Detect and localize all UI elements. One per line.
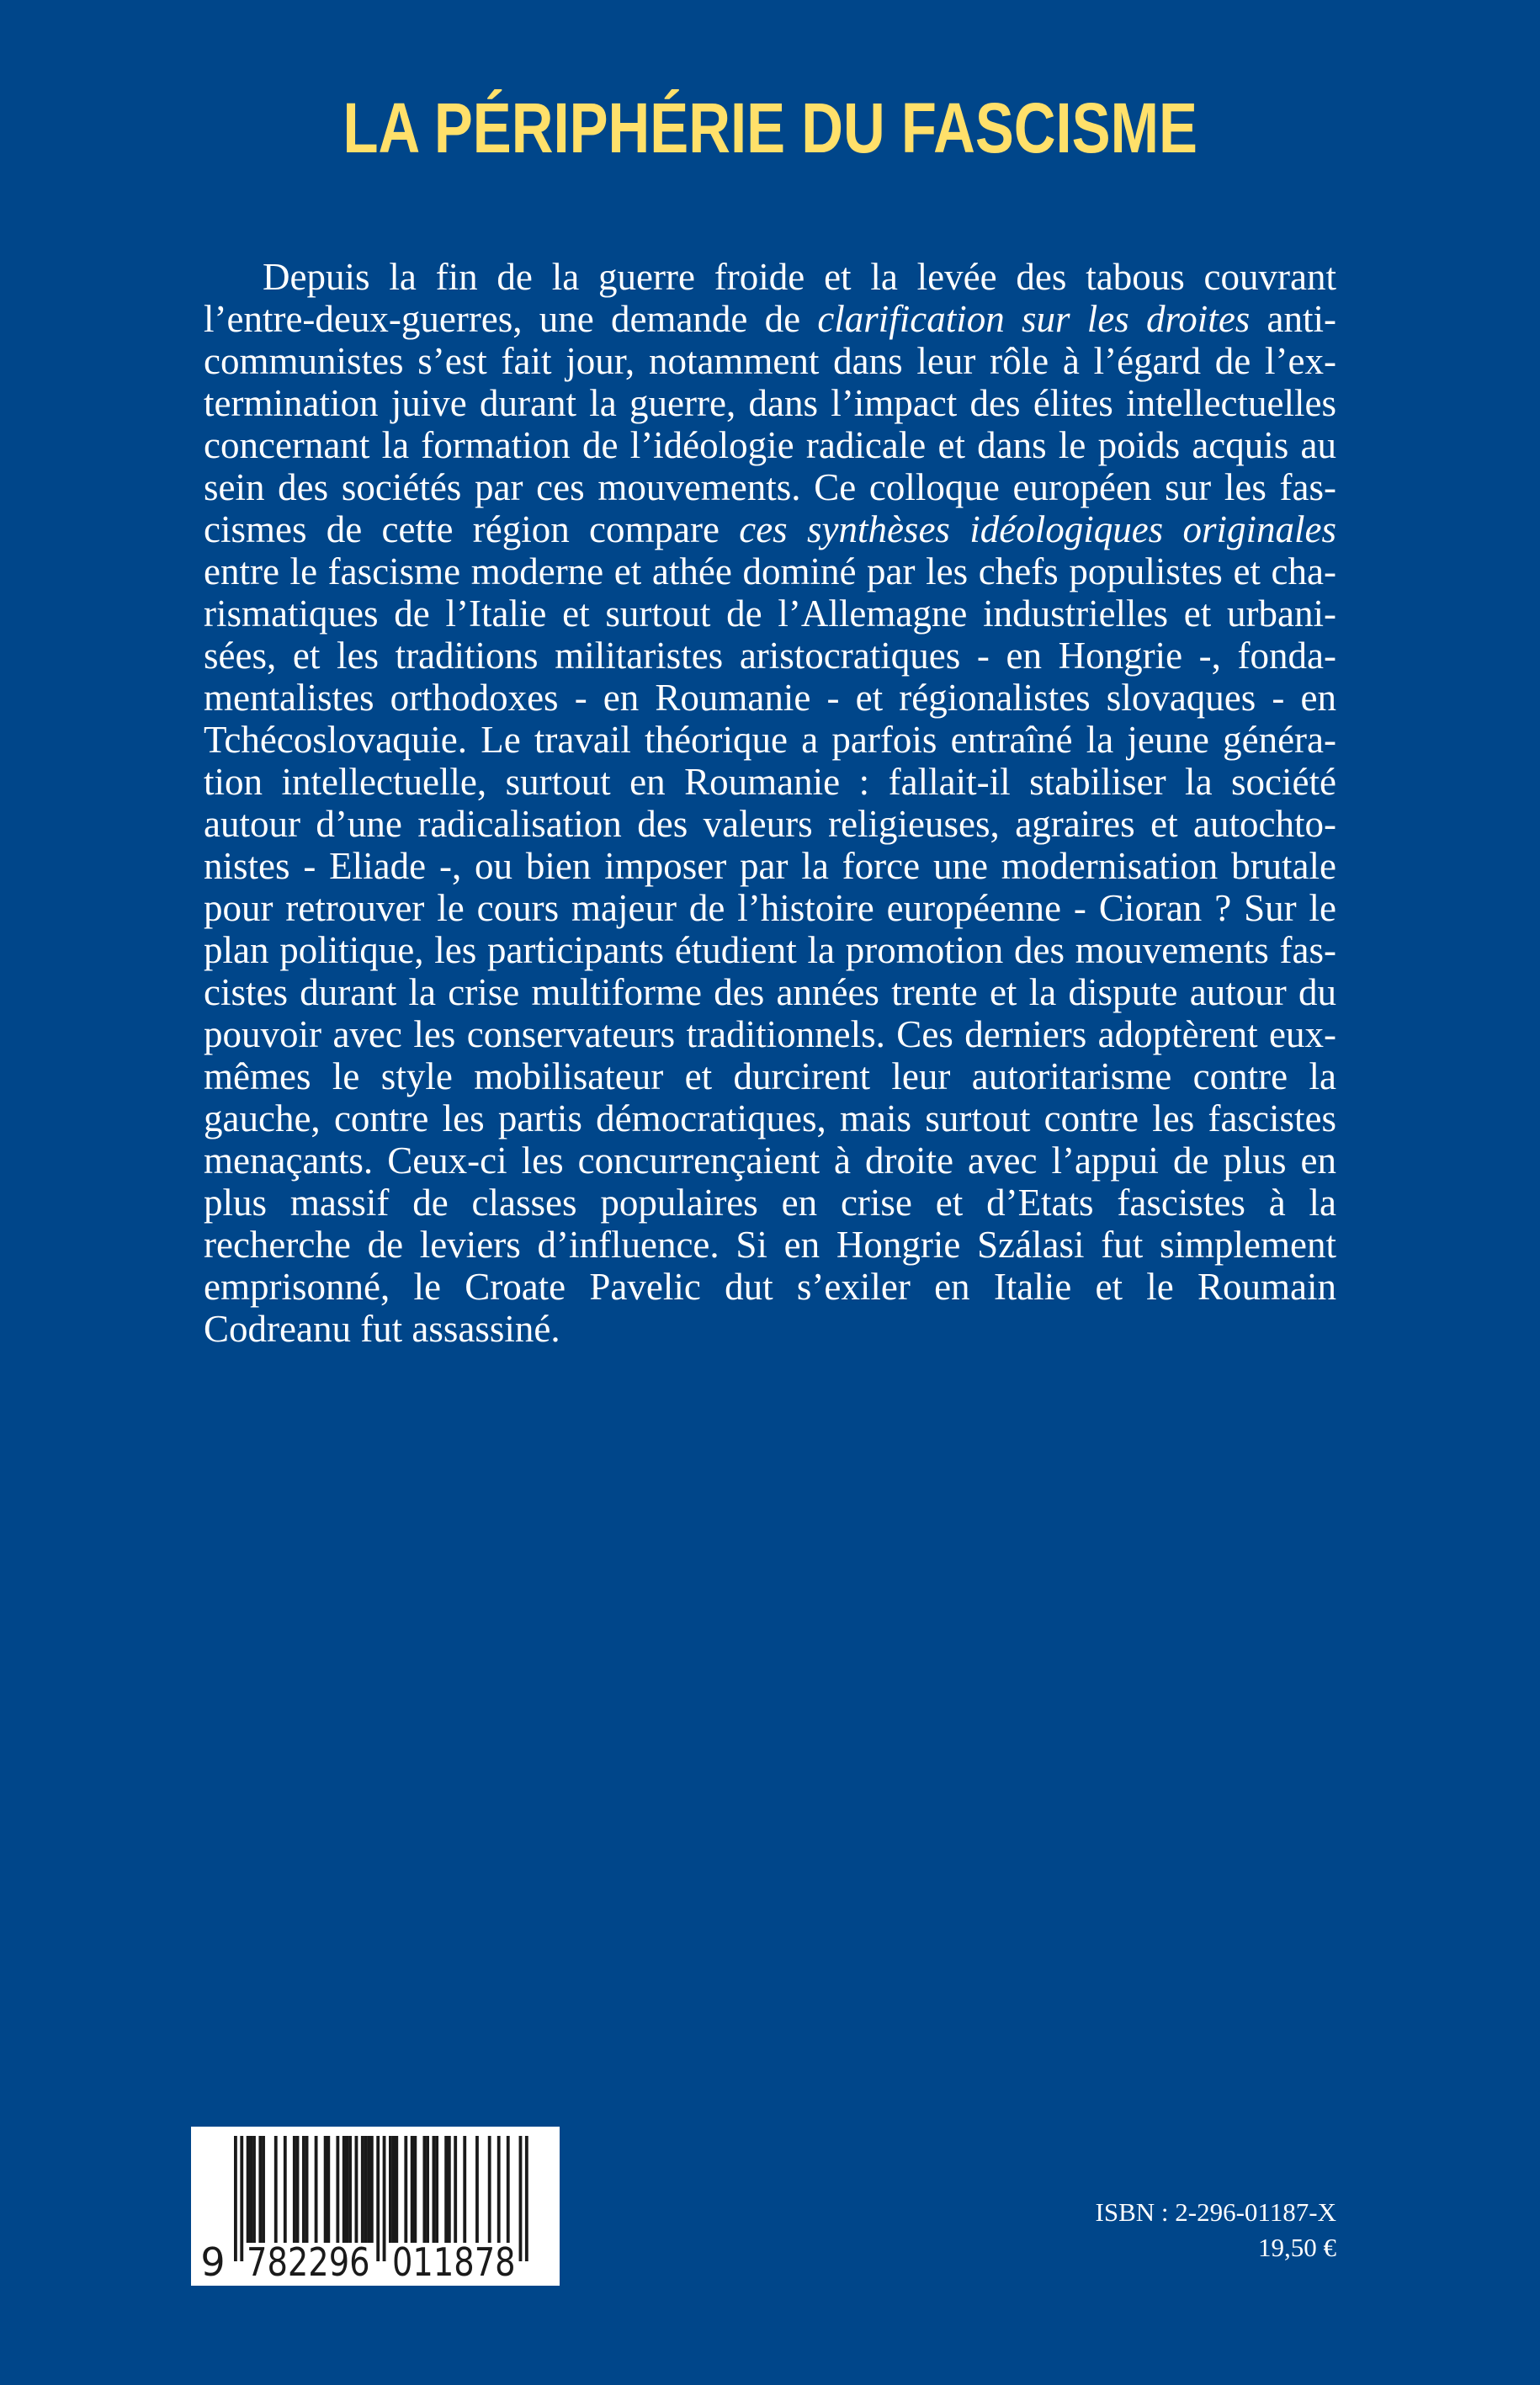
barcode-bar: [448, 2136, 451, 2243]
barcode-bar: [361, 2136, 364, 2243]
isbn-label: ISBN : 2-296-01187-X: [1095, 2197, 1336, 2227]
blurb-line: [204, 1097, 1336, 1139]
blurb-text: nistes - Eliade -, ou bien imposer par la force une modernisation brutale: [204, 845, 1336, 887]
barcode-bar: [234, 2136, 237, 2261]
blurb-line: [204, 340, 1336, 382]
blurb-text: emprisonné, le Croate Pavelic dut s’exiler en Italie et le Roumain: [204, 1266, 1336, 1308]
blurb-text: menaçants. Ceux-ci les concurrençaient à droite avec l’appui de plus en: [204, 1139, 1336, 1182]
barcode-digit-first: 9: [200, 2239, 226, 2285]
blurb-text: gauche, contre les partis démocratiques, mais surtout contre les fascistes: [204, 1097, 1336, 1139]
barcode-bar: [367, 2136, 370, 2243]
blurb-line: [204, 1055, 1336, 1097]
blurb-text: Depuis la fin de la guerre froide et la levée des tabous couvrant: [263, 256, 1336, 298]
barcode-bar: [497, 2136, 501, 2243]
book-title: [0, 88, 1540, 168]
blurb-line: [204, 550, 1336, 592]
barcode-bar: [274, 2136, 278, 2243]
barcode-bar: [376, 2136, 380, 2261]
blurb-text: cistes durant la crise multiforme des années trente et la dispute autour du: [204, 971, 1336, 1013]
blurb-line: [204, 929, 1336, 971]
blurb-italic-phrase: clarification sur les droites: [817, 298, 1251, 340]
barcode-bar: [435, 2136, 438, 2243]
blurb-text: anti-: [1250, 298, 1336, 340]
barcode-bar: [488, 2136, 491, 2243]
blurb-line: [204, 1139, 1336, 1182]
blurb-text: Codreanu fut assassiné.: [204, 1308, 560, 1350]
blurb-line: [204, 845, 1336, 887]
barcode-graphic: [191, 2127, 560, 2286]
blurb-line: [204, 971, 1336, 1013]
blurb-text: sées, et les traditions militaristes aristocratiques - en Hongrie -, fonda-: [204, 635, 1336, 677]
blurb-line: [204, 635, 1336, 677]
barcode-bar: [336, 2136, 339, 2243]
blurb-text: tion intellectuelle, surtout en Roumanie : fallait-il stabiliser la société: [204, 761, 1336, 803]
blurb-text: plus massif de classes populaires en crise et d’Etats fascistes à la: [204, 1182, 1336, 1224]
barcode-bar: [519, 2136, 523, 2261]
blurb-text: pour retrouver le cours majeur de l’histoire européenne - Cioran ? Sur le: [204, 887, 1336, 929]
barcode-bar: [364, 2136, 368, 2243]
blurb-text: concernant la formation de l’idéologie radicale et dans le poids acquis au: [204, 424, 1336, 466]
barcode-bar: [463, 2136, 466, 2243]
barcode-bar: [315, 2136, 318, 2243]
blurb-line: [204, 382, 1336, 424]
barcode-bar: [383, 2136, 386, 2261]
barcode-bar: [413, 2136, 417, 2243]
blurb-line: [204, 887, 1336, 929]
barcode-bar: [262, 2136, 265, 2243]
blurb-paragraph: [204, 256, 1336, 1350]
blurb-text: Tchécoslovaquie. Le travail théorique a parfois entraîné la jeune généra-: [204, 719, 1336, 761]
blurb-text: l’entre-deux-guerres, une demande de: [204, 298, 818, 340]
barcode-bar: [404, 2136, 407, 2243]
blurb-line: [204, 803, 1336, 845]
blurb-text: rismatiques de l’Italie et surtout de l’Allemagne industrielles et urbani-: [204, 592, 1336, 635]
blurb-line: [204, 761, 1336, 803]
blurb-text: sein des sociétés par ces mouvements. Ce colloque européen sur les fas-: [204, 466, 1336, 508]
blurb-line: [204, 719, 1336, 761]
barcode-bar: [240, 2136, 243, 2261]
barcode-bar: [258, 2136, 262, 2243]
blurb-text: communistes s’est fait jour, notamment dans leur rôle à l’égard de l’ex-: [204, 340, 1336, 382]
barcode-bar: [293, 2136, 296, 2243]
barcode-bar: [525, 2136, 528, 2261]
barcode-bar: [355, 2136, 358, 2243]
barcode-bar: [343, 2136, 346, 2243]
blurb-line: [204, 466, 1336, 508]
barcode-bar: [389, 2136, 392, 2243]
barcode-bar: [411, 2136, 414, 2243]
barcode-bar: [426, 2136, 429, 2243]
barcode-bar: [249, 2136, 252, 2243]
blurb-text: termination juive durant la guerre, dans l’impact des élites intellectuelles: [204, 382, 1336, 424]
blurb-line: [204, 677, 1336, 719]
barcode-bar: [252, 2136, 256, 2243]
barcode-bar: [433, 2136, 436, 2243]
blurb-text: plan politique, les participants étudient la promotion des mouvements fas-: [204, 929, 1336, 971]
price-label: 19,50 €: [1258, 2233, 1336, 2262]
barcode-bar: [324, 2136, 327, 2243]
blurb-text: mêmes le style mobilisateur et durcirent leur autoritarisme contre la: [204, 1055, 1336, 1097]
blurb-line: [204, 1013, 1336, 1055]
barcode-bar: [305, 2136, 309, 2243]
barcode-bar: [370, 2136, 374, 2243]
barcode-bar: [392, 2136, 396, 2243]
barcode-bar: [345, 2136, 348, 2243]
barcode-digits-left: 782296: [247, 2239, 370, 2285]
barcode-bar: [284, 2136, 287, 2243]
barcode-bar: [422, 2136, 426, 2243]
blurb-text: cismes de cette région compare: [204, 508, 740, 550]
blurb-line: [204, 1308, 1336, 1350]
blurb-line: [204, 256, 1336, 298]
blurb-text: recherche de leviers d’influence. Si en Hongrie Szálasi fut simplement: [204, 1224, 1336, 1266]
blurb-italic-phrase: ces synthèses idéologiques originales: [739, 508, 1336, 550]
barcode-bar: [296, 2136, 300, 2243]
barcode-bar: [327, 2136, 330, 2243]
book-title-text: LA PÉRIPHÉRIE DU FASCISME: [343, 88, 1197, 167]
blurb-text: pouvoir avec les conservateurs traditionnels. Ces derniers adoptèrent eux-: [204, 1013, 1336, 1055]
barcode-bar: [475, 2136, 479, 2243]
barcode-digits-right: 011878: [391, 2239, 516, 2285]
blurb-line: [204, 1182, 1336, 1224]
barcode-bar: [395, 2136, 398, 2243]
barcode-bar: [247, 2136, 250, 2243]
blurb-text: autour d’une radicalisation des valeurs religieuses, agraires et autochto-: [204, 803, 1336, 845]
blurb-line: [204, 1224, 1336, 1266]
blurb-line: [204, 424, 1336, 466]
barcode-bar: [302, 2136, 305, 2243]
barcode-bar: [507, 2136, 510, 2243]
barcode-bar: [444, 2136, 448, 2243]
blurb-text: mentalistes orthodoxes - en Roumanie - et régionalistes slovaques - en: [204, 677, 1336, 719]
blurb-line: [204, 592, 1336, 635]
barcode-bar: [454, 2136, 457, 2243]
blurb-line: [204, 508, 1336, 550]
blurb-line: [204, 1266, 1336, 1308]
barcode-bar: [348, 2136, 352, 2243]
blurb-text: entre le fascisme moderne et athée dominé par les chefs populistes et cha-: [204, 550, 1336, 592]
blurb-line: [204, 298, 1336, 340]
barcode: [191, 2127, 560, 2286]
